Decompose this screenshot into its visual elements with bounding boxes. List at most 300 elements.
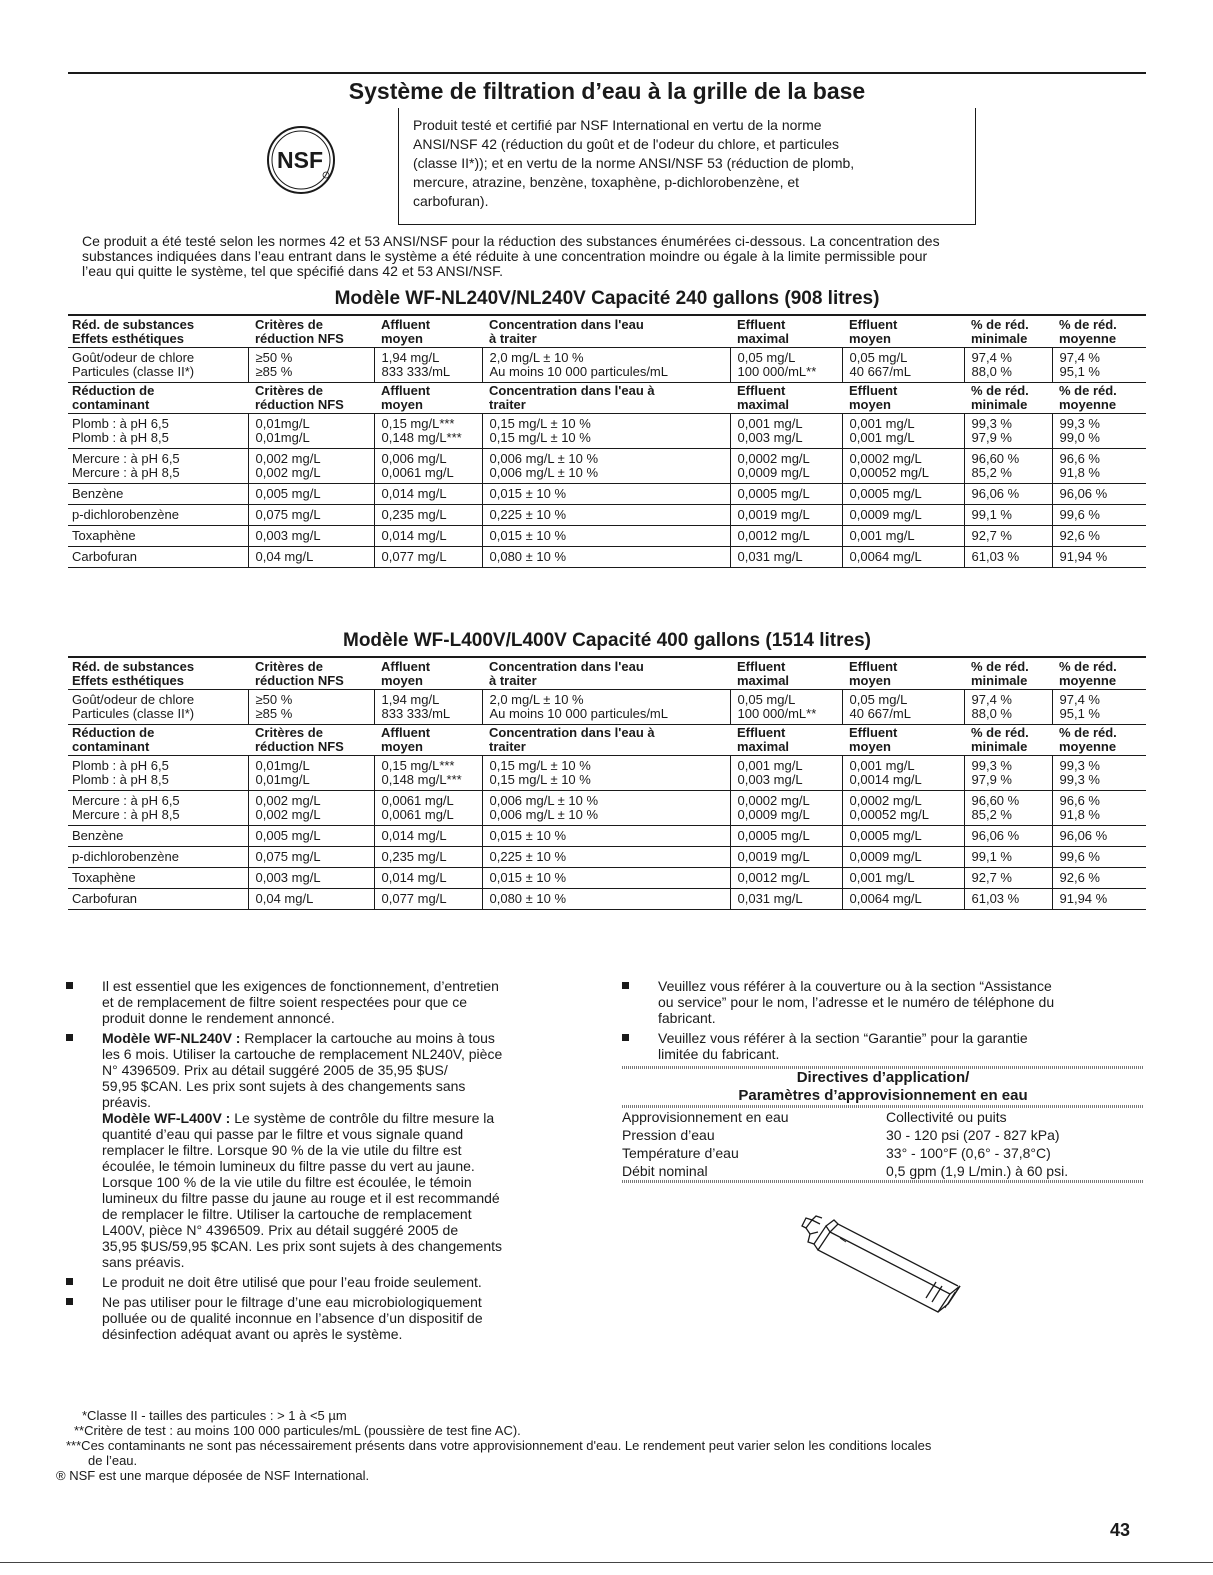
- cell-line: 0,00052 mg/L: [849, 807, 930, 822]
- cell-line: 0,015 ± 10 %: [489, 870, 567, 885]
- cell-line: Réd. de substances: [72, 317, 195, 332]
- cell-line: % de réd.: [971, 383, 1029, 398]
- cell-line: 99,0 %: [1059, 430, 1100, 445]
- cell-line: Concentration dans l'eau à: [489, 383, 655, 398]
- cell-line: 0,006 mg/L ± 10 %: [489, 465, 599, 480]
- directives-row: [622, 1162, 1144, 1180]
- table-cell: [730, 847, 842, 868]
- cell-line: 99,1 %: [971, 507, 1012, 522]
- cell-line: 96,60 %: [971, 451, 1020, 466]
- table-cell: [374, 690, 482, 725]
- cell-line: 0,01mg/L: [255, 758, 310, 773]
- cell-line: 96,06 %: [971, 828, 1020, 843]
- cell-line: Carbofuran: [72, 549, 138, 564]
- table-row: [68, 348, 1146, 383]
- table-cell: [842, 505, 964, 526]
- cell-line: 0,077 mg/L: [381, 549, 447, 564]
- table-cell: [248, 449, 374, 484]
- cell-line: 0,031 mg/L: [737, 891, 803, 906]
- cell-line: % de réd.: [971, 725, 1029, 740]
- table-header-aesthetic: [68, 657, 1146, 690]
- table-cell: [1052, 484, 1146, 505]
- cell-line: 92,6 %: [1059, 870, 1100, 885]
- table-cell: [68, 547, 248, 568]
- table-cell: [730, 414, 842, 449]
- table-row: [68, 868, 1146, 889]
- table-cell: [964, 414, 1052, 449]
- table-cell: [68, 449, 248, 484]
- cell-line: ≥85 %: [255, 364, 293, 379]
- notes-left: [66, 978, 592, 1346]
- cell-line: moyenne: [1059, 739, 1117, 754]
- cell-line: 99,3 %: [971, 758, 1012, 773]
- note-text: Remplacer la cartouche au moins à tous: [240, 1030, 495, 1046]
- cell-line: 99,3 %: [1059, 416, 1100, 431]
- table-cell: [730, 826, 842, 847]
- note-item: [66, 1030, 592, 1270]
- table-cell: [374, 449, 482, 484]
- cell-line: 92,7 %: [971, 528, 1012, 543]
- cell-line: Effluent: [849, 725, 898, 740]
- table-cell: [374, 315, 482, 348]
- note-line: [102, 1030, 592, 1046]
- table-header-contaminant: [68, 383, 1146, 414]
- cell-line: 0,0009 mg/L: [849, 849, 922, 864]
- note-item: [622, 1030, 1144, 1062]
- table-cell: [374, 868, 482, 889]
- cell-line: moyenne: [1059, 331, 1117, 346]
- cell-line: 0,077 mg/L: [381, 891, 447, 906]
- table-cell: [1052, 383, 1146, 414]
- table-cell: [964, 847, 1052, 868]
- intro-paragraph: [82, 234, 1144, 279]
- table-cell: [842, 315, 964, 348]
- cell-line: 0,0061 mg/L: [381, 807, 454, 822]
- cell-line: % de réd.: [1059, 659, 1117, 674]
- cell-line: 0,0019 mg/L: [737, 507, 810, 522]
- cell-line: 95,1 %: [1059, 364, 1100, 379]
- table-cell: [248, 484, 374, 505]
- cell-line: 85,2 %: [971, 465, 1012, 480]
- cell-line: contaminant: [72, 739, 150, 754]
- bottom-rule: [0, 1562, 1213, 1563]
- table-cell: [482, 414, 730, 449]
- cell-line: 0,04 mg/L: [255, 891, 314, 906]
- cell-line: Plomb : à pH 8,5: [72, 430, 169, 445]
- cell-line: 85,2 %: [971, 807, 1012, 822]
- table-cell: [482, 547, 730, 568]
- table-cell: [374, 725, 482, 756]
- cell-line: 0,0009 mg/L: [737, 465, 810, 480]
- cell-line: 0,014 mg/L: [381, 528, 447, 543]
- model-lead-l400v: Modèle WF-L400V :: [102, 1110, 231, 1126]
- cell-line: % de réd.: [1059, 317, 1117, 332]
- cell-line: 1,94 mg/L: [381, 692, 440, 707]
- table-cell: [964, 657, 1052, 690]
- cell-line: 96,6 %: [1059, 793, 1100, 808]
- table-cell: [482, 315, 730, 348]
- cell-line: Au moins 10 000 particules/mL: [489, 706, 668, 721]
- cell-line: 0,05 mg/L: [737, 692, 796, 707]
- cell-line: 96,06 %: [971, 486, 1020, 501]
- table-cell: [374, 889, 482, 910]
- note-line: ou service” pour le nom, l’adresse et le numéro de téléphone du: [658, 994, 1055, 1010]
- table-cell: [1052, 847, 1146, 868]
- cell-line: 0,003 mg/L: [737, 772, 803, 787]
- cell-line: 0,01mg/L: [255, 430, 310, 445]
- table-cell: [248, 505, 374, 526]
- cell-line: 0,05 mg/L: [849, 692, 908, 707]
- cell-line: ≥85 %: [255, 706, 293, 721]
- cell-line: 61,03 %: [971, 549, 1020, 564]
- page-title: Système de filtration d’eau à la grille de la base: [348, 78, 866, 104]
- cell-line: 97,4 %: [1059, 350, 1100, 365]
- table-cell: [374, 791, 482, 826]
- table-cell: [482, 791, 730, 826]
- table-cell: [730, 383, 842, 414]
- cell-line: traiter: [489, 739, 526, 754]
- cell-line: 95,1 %: [1059, 706, 1100, 721]
- cell-line: Effluent: [849, 383, 898, 398]
- table-cell: [248, 791, 374, 826]
- table-cell: [730, 547, 842, 568]
- table-row: [68, 756, 1146, 791]
- cell-line: 0,0009 mg/L: [737, 807, 810, 822]
- cell-line: 0,15 mg/L***: [381, 758, 455, 773]
- cell-line: minimale: [971, 673, 1028, 688]
- cell-line: 0,01mg/L: [255, 772, 310, 787]
- cell-line: 92,7 %: [971, 870, 1012, 885]
- note-line: préavis.: [102, 1094, 152, 1110]
- cell-line: 2,0 mg/L ± 10 %: [489, 350, 584, 365]
- cell-line: 0,014 mg/L: [381, 828, 447, 843]
- cell-line: 0,006 mg/L ± 10 %: [489, 807, 599, 822]
- directives-value: 33° - 100°F (0,6° - 37,8°C): [886, 1145, 1051, 1161]
- table-row: [68, 547, 1146, 568]
- table-cell: [248, 847, 374, 868]
- nsf-logo-text: NSF: [277, 147, 323, 173]
- directives-key: Débit nominal: [622, 1163, 708, 1179]
- cell-line: Affluent: [381, 317, 431, 332]
- table-cell: [730, 791, 842, 826]
- cell-line: Réduction de: [72, 725, 155, 740]
- cell-line: Affluent: [381, 725, 431, 740]
- note-line: Le produit ne doit être utilisé que pour l’eau froide seulement.: [102, 1274, 482, 1290]
- table-cell: [482, 690, 730, 725]
- table-cell: [964, 756, 1052, 791]
- cell-line: Concentration dans l'eau à: [489, 725, 655, 740]
- note-line: Lorsque 100 % de la vie utile du filtre est écoulée, le témoin: [102, 1174, 472, 1190]
- footnote-line: **Critère de test : au moins 100 000 particules/mL (poussière de test fine AC).: [74, 1423, 521, 1438]
- cell-line: 96,6 %: [1059, 451, 1100, 466]
- cell-line: moyen: [381, 331, 423, 346]
- cell-line: 99,6 %: [1059, 849, 1100, 864]
- cell-line: 97,4 %: [1059, 692, 1100, 707]
- table-cell: [730, 690, 842, 725]
- cell-line: 0,005 mg/L: [255, 486, 321, 501]
- cell-line: 97,9 %: [971, 772, 1012, 787]
- cell-line: 0,05 mg/L: [849, 350, 908, 365]
- table-cell: [248, 315, 374, 348]
- note-line: 59,95 $CAN. Les prix sont sujets à des changements sans: [102, 1078, 466, 1094]
- table-cell: [68, 847, 248, 868]
- note-line: Il est essentiel que les exigences de fonctionnement, d’entretien: [102, 978, 499, 994]
- table-cell: [1052, 725, 1146, 756]
- cell-line: Goût/odeur de chlore: [72, 350, 195, 365]
- cell-line: ≥50 %: [255, 350, 293, 365]
- cell-line: Particules (classe II*): [72, 706, 195, 721]
- cell-line: Toxaphène: [72, 870, 136, 885]
- cell-line: 0,001 mg/L: [849, 430, 915, 445]
- intro-line: Ce produit a été testé selon les normes 42 et 53 ANSI/NSF pour la réduction des substances énumérées ci-dessous. La concentration des: [82, 233, 940, 249]
- table-row: [68, 526, 1146, 547]
- table-cell: [248, 756, 374, 791]
- cell-line: 0,002 mg/L: [255, 807, 321, 822]
- cell-line: Effets esthétiques: [72, 331, 184, 346]
- cell-line: Benzène: [72, 486, 124, 501]
- table-cell: [248, 690, 374, 725]
- table-cell: [68, 868, 248, 889]
- cell-line: 0,0002 mg/L: [849, 451, 922, 466]
- cell-line: maximal: [737, 331, 790, 346]
- cell-line: Effets esthétiques: [72, 673, 184, 688]
- cell-line: Carbofuran: [72, 891, 138, 906]
- note-line: L400V, pièce N° 4396509. Prix au détail suggéré 2005 de: [102, 1222, 459, 1238]
- cell-line: Mercure : à pH 8,5: [72, 465, 180, 480]
- table-cell: [248, 889, 374, 910]
- cell-line: contaminant: [72, 397, 150, 412]
- cell-line: Effluent: [737, 725, 786, 740]
- table-cell: [842, 449, 964, 484]
- cell-line: 0,0012 mg/L: [737, 870, 810, 885]
- cell-line: 0,15 mg/L ± 10 %: [489, 416, 591, 431]
- table-row: [68, 505, 1146, 526]
- cell-line: 0,031 mg/L: [737, 549, 803, 564]
- table-cell: [1052, 526, 1146, 547]
- cell-line: 0,0002 mg/L: [849, 793, 922, 808]
- cell-line: 0,148 mg/L***: [381, 772, 462, 787]
- cell-line: Effluent: [737, 383, 786, 398]
- table-cell: [68, 484, 248, 505]
- table-cell: [964, 383, 1052, 414]
- table-cell: [374, 383, 482, 414]
- note-line: limitée du fabricant.: [658, 1046, 780, 1062]
- directives-row: [622, 1126, 1144, 1144]
- cell-line: 0,001 mg/L: [849, 870, 915, 885]
- table-cell: [842, 690, 964, 725]
- table-row: [68, 414, 1146, 449]
- directives-value: Collectivité ou puits: [886, 1109, 1007, 1125]
- cell-line: 0,002 mg/L: [255, 451, 321, 466]
- cell-line: minimale: [971, 331, 1028, 346]
- cell-line: Au moins 10 000 particules/mL: [489, 364, 668, 379]
- cell-line: 2,0 mg/L ± 10 %: [489, 692, 584, 707]
- cell-line: 0,006 mg/L ± 10 %: [489, 451, 599, 466]
- cell-line: 0,0005 mg/L: [737, 486, 810, 501]
- cell-line: Réduction de: [72, 383, 155, 398]
- table-cell: [1052, 547, 1146, 568]
- cell-line: Critères de: [255, 659, 323, 674]
- note-line: produit donne le rendement annoncé.: [102, 1010, 335, 1026]
- top-rule: [68, 72, 1146, 74]
- table-cell: [842, 526, 964, 547]
- cell-line: 0,0064 mg/L: [849, 549, 922, 564]
- table-row: [68, 690, 1146, 725]
- table-row: [68, 484, 1146, 505]
- cell-line: % de réd.: [1059, 725, 1117, 740]
- cell-line: 0,003 mg/L: [255, 870, 321, 885]
- table-cell: [964, 315, 1052, 348]
- cell-line: Mercure : à pH 6,5: [72, 793, 180, 808]
- table-cell: [842, 889, 964, 910]
- table-cell: [1052, 826, 1146, 847]
- cell-line: Plomb : à pH 8,5: [72, 772, 169, 787]
- footnote-line: ***Ces contaminants ne sont pas nécessairement présents dans votre approvisionnement d'eau. Le rendement peut varier selon les conditions locales: [66, 1438, 932, 1453]
- cell-line: 0,0061 mg/L: [381, 793, 454, 808]
- cell-line: 0,080 ± 10 %: [489, 549, 567, 564]
- cell-line: Effluent: [737, 659, 786, 674]
- table-cell: [68, 725, 248, 756]
- table-cell: [482, 756, 730, 791]
- table-cell: [1052, 505, 1146, 526]
- cell-line: moyen: [849, 331, 891, 346]
- cell-line: 0,0002 mg/L: [737, 793, 810, 808]
- cell-line: 0,225 ± 10 %: [489, 507, 567, 522]
- table-row: [68, 889, 1146, 910]
- table-cell: [374, 826, 482, 847]
- table-cell: [482, 868, 730, 889]
- cell-line: Critères de: [255, 725, 323, 740]
- cell-line: 833 333/mL: [381, 364, 451, 379]
- cell-line: à traiter: [489, 331, 537, 346]
- cell-line: moyenne: [1059, 673, 1117, 688]
- bullet-square-icon: [66, 1034, 73, 1041]
- cell-line: 0,0019 mg/L: [737, 849, 810, 864]
- cell-line: minimale: [971, 397, 1028, 412]
- bullet-square-icon: [622, 1034, 629, 1041]
- cell-line: moyen: [381, 673, 423, 688]
- table-header-contaminant: [68, 725, 1146, 756]
- table-cell: [964, 526, 1052, 547]
- cell-line: 97,4 %: [971, 692, 1012, 707]
- table-cell: [964, 690, 1052, 725]
- cell-line: Plomb : à pH 6,5: [72, 416, 169, 431]
- cell-line: minimale: [971, 739, 1028, 754]
- table-cell: [964, 868, 1052, 889]
- table-cell: [730, 868, 842, 889]
- table-cell: [842, 383, 964, 414]
- table-row: [68, 826, 1146, 847]
- table-cell: [68, 826, 248, 847]
- table-cell: [1052, 657, 1146, 690]
- note-line: remplacer le filtre. Lorsque 90 % de la vie utile du filtre est: [102, 1142, 462, 1158]
- table-cell: [374, 756, 482, 791]
- table-cell: [68, 348, 248, 383]
- table-row: [68, 847, 1146, 868]
- cell-line: moyen: [849, 739, 891, 754]
- cell-line: 0,0061 mg/L: [381, 465, 454, 480]
- note-line: lumineux du filtre passe du jaune au rouge et il est recommandé: [102, 1190, 500, 1206]
- cell-line: Effluent: [849, 317, 898, 332]
- cell-line: 96,60 %: [971, 793, 1020, 808]
- table-cell: [730, 315, 842, 348]
- cell-line: 0,075 mg/L: [255, 507, 321, 522]
- directives-key: Température d’eau: [622, 1145, 739, 1161]
- cell-line: 0,001 mg/L: [737, 416, 803, 431]
- cell-line: 40 667/mL: [849, 706, 911, 721]
- table-cell: [248, 348, 374, 383]
- cell-line: Critères de: [255, 383, 323, 398]
- notes-right: [622, 978, 1144, 1183]
- cell-line: Benzène: [72, 828, 124, 843]
- cell-line: 96,06 %: [1059, 486, 1108, 501]
- table-cell: [68, 756, 248, 791]
- table-cell: [374, 526, 482, 547]
- cell-line: 0,15 mg/L ± 10 %: [489, 430, 591, 445]
- cell-line: réduction NFS: [255, 673, 344, 688]
- cell-line: 0,0002 mg/L: [737, 451, 810, 466]
- cell-line: 0,075 mg/L: [255, 849, 321, 864]
- note-text: Le système de contrôle du filtre mesure la: [230, 1110, 495, 1126]
- cell-line: 0,015 ± 10 %: [489, 486, 567, 501]
- filter-cartridge-illustration: [800, 1212, 970, 1318]
- cell-line: 97,4 %: [971, 350, 1012, 365]
- certification-line: carbofuran).: [413, 193, 489, 209]
- note-line: 35,95 $US/59,95 $CAN. Les prix sont sujets à des changements: [102, 1238, 503, 1254]
- model-title-nl240v: Modèle WF-NL240V/NL240V Capacité 240 gallons (908 litres): [334, 288, 880, 309]
- note-line: les 6 mois. Utiliser la cartouche de remplacement NL240V, pièce: [102, 1046, 503, 1062]
- note-line: fabricant.: [658, 1010, 716, 1026]
- table-cell: [964, 889, 1052, 910]
- note-item: [66, 1294, 592, 1342]
- cell-line: moyen: [381, 397, 423, 412]
- certification-line: (classe II*)); et en vertu de la norme ANSI/NSF 53 (réduction de plomb,: [413, 155, 855, 171]
- note-line: quantité d’eau qui passe par le filtre et vous signale quand: [102, 1126, 464, 1142]
- table-cell: [68, 383, 248, 414]
- cell-line: 0,080 ± 10 %: [489, 891, 567, 906]
- cell-line: Goût/odeur de chlore: [72, 692, 195, 707]
- cell-line: Mercure : à pH 6,5: [72, 451, 180, 466]
- cell-line: Affluent: [381, 659, 431, 674]
- cell-line: 99,1 %: [971, 849, 1012, 864]
- cell-line: traiter: [489, 397, 526, 412]
- table-cell: [964, 791, 1052, 826]
- table-cell: [482, 657, 730, 690]
- table-cell: [374, 348, 482, 383]
- note-line: polluée ou de qualité inconnue en l’absence d’un dispositif de: [102, 1310, 483, 1326]
- table-row: [68, 449, 1146, 484]
- table-cell: [1052, 868, 1146, 889]
- table-cell: [68, 315, 248, 348]
- note-line: Ne pas utiliser pour le filtrage d’une eau microbiologiquement: [102, 1294, 482, 1310]
- table-cell: [248, 657, 374, 690]
- table-cell: [374, 505, 482, 526]
- table-cell: [482, 826, 730, 847]
- table-cell: [842, 791, 964, 826]
- cell-line: 0,015 ± 10 %: [489, 528, 567, 543]
- table-cell: [842, 484, 964, 505]
- cell-line: 92,6 %: [1059, 528, 1100, 543]
- note-line: et de remplacement de filtre soient respectées pour que ce: [102, 994, 467, 1010]
- cell-line: maximal: [737, 739, 790, 754]
- table-cell: [964, 484, 1052, 505]
- table-cell: [964, 505, 1052, 526]
- table-row: [68, 791, 1146, 826]
- table-cell: [730, 484, 842, 505]
- cell-line: % de réd.: [971, 317, 1029, 332]
- directives-key: Pression d’eau: [622, 1127, 715, 1143]
- table-cell: [482, 484, 730, 505]
